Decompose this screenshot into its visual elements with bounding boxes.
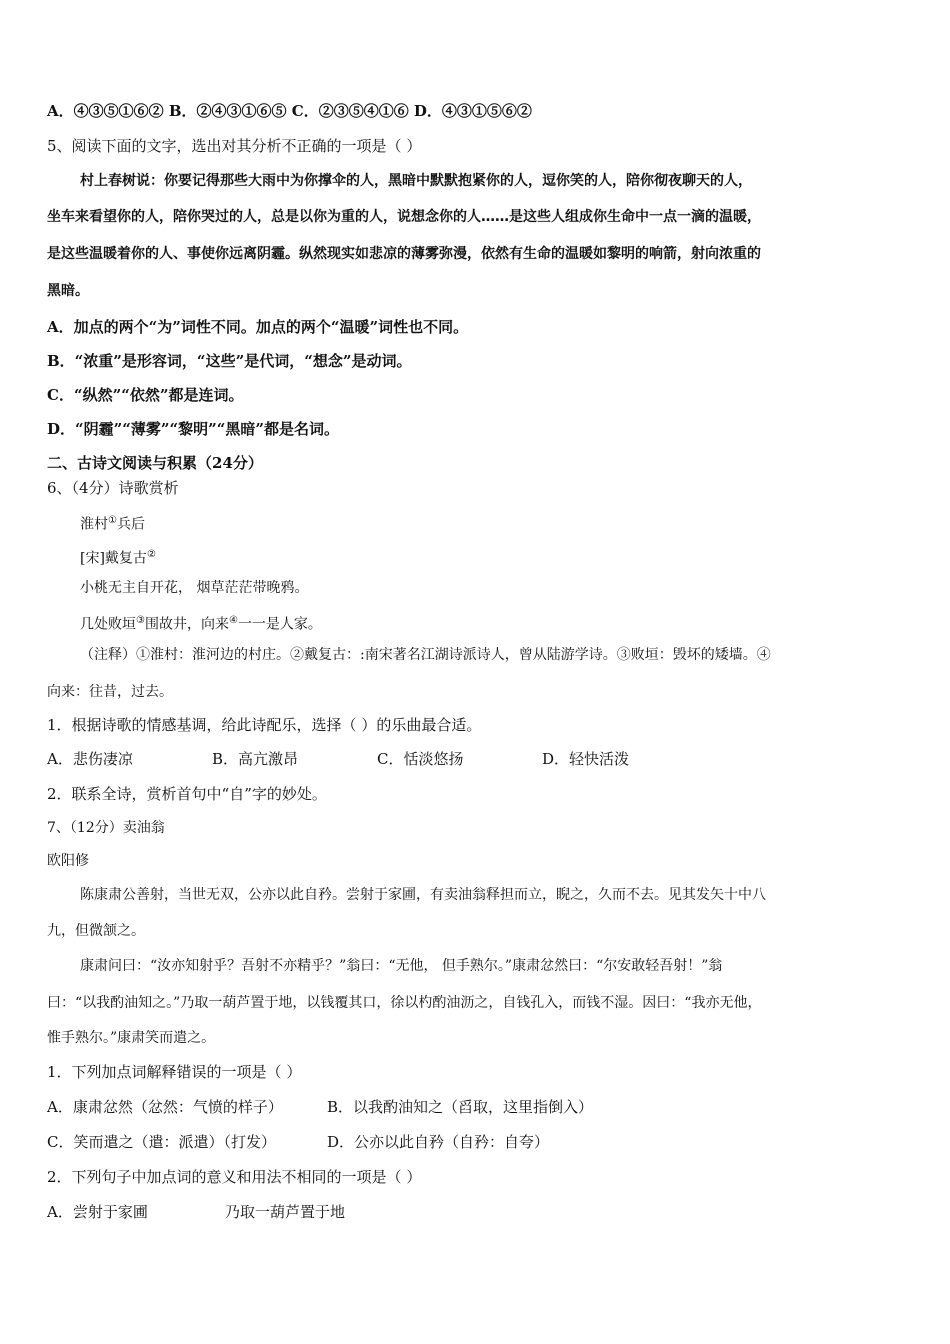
q7-sub-2: 2．下列句子中加点词的意义和用法不相同的一项是（ ）	[47, 1168, 422, 1186]
q6-title: 6、（4分）诗歌赏析	[47, 479, 179, 497]
poem-notes-line-2: 向来：往昔，过去。	[47, 684, 173, 700]
q6-option-b: B．高亢激昂	[212, 750, 299, 768]
q6-sub-1: 1．根据诗歌的情感基调，给此诗配乐，选择（ ）的乐曲最合适。	[47, 716, 482, 734]
q5-option-b: B．“浓重”是形容词，“这些”是代词，“想念”是动词。	[47, 352, 412, 370]
q7-para-1-line-1: 陈康肃公善射，当世无双，公亦以此自矜。尝射于家圃，有卖油翁释担而立，睨之，久而不去。见其发矢十中八	[80, 887, 766, 903]
note-marker: ④	[228, 615, 238, 626]
note-marker: ②	[146, 549, 156, 560]
q5-option-c: C．“纵然”“依然”都是连词。	[47, 386, 244, 404]
q6-option-a: A．悲伤凄凉	[47, 750, 133, 768]
q7-sub-2-option-a	[47, 1202, 345, 1222]
q7-para-2-line-2: 曰：“以我酌油知之。”乃取一葫芦置于地，以钱覆其口，徐以杓酌油沥之，自钱孔入，而钱不湿。因曰：“我亦无他，	[47, 995, 762, 1011]
q7-sub-1: 1．下列加点词解释错误的一项是（ ）	[47, 1063, 302, 1081]
poem-line-2	[80, 611, 322, 635]
poem-title-text: 淮村	[80, 516, 108, 533]
poem-author-text: [宋]戴复古	[80, 550, 147, 567]
q7-option-b: B．以我酌油知之（舀取，这里指倒入）	[327, 1098, 594, 1116]
poem-line-2-part-a: 几处败垣	[80, 616, 136, 633]
q7-sub-2-option-a-part-2: 乃取一葫芦置于地	[225, 1203, 346, 1221]
q7-para-1-line-2: 九，但微颔之。	[47, 923, 145, 939]
q5-passage-line-3: 是这些温暖着你的人、事使你远离阴霾。纵然现实如悲凉的薄雾弥漫，依然有生命的温暖如黎明的响箭，射向浓重的	[47, 246, 761, 262]
q7-author: 欧阳修	[47, 853, 89, 869]
q6-sub-1-options	[47, 749, 629, 769]
q5-passage-line-4: 黑暗。	[47, 283, 89, 299]
q5-title: 5、阅读下面的文字，选出对其分析不正确的一项是（ ）	[47, 137, 422, 155]
poem-line-2-part-c: 一一是人家。	[237, 616, 322, 633]
q6-option-c: C．恬淡悠扬	[377, 750, 464, 768]
poem-title-tail: 兵后	[116, 516, 145, 533]
q7-para-2-line-1: 康肃问曰：“汝亦知射乎？吾射不亦精乎？”翁曰：“无他， 但手熟尔。”康肃忿然曰：“尔安敢轻吾射！”翁	[80, 958, 723, 974]
q7-title: 7、（12分）卖油翁	[47, 820, 165, 836]
poem-notes-line-1: （注释）①淮村：淮河边的村庄。②戴复古：:南宋著名江湖诗派诗人，曾从陆游学诗。③败垣：毁坏的矮墙。④	[80, 647, 771, 663]
note-marker: ①	[108, 515, 117, 526]
section-2-heading: 二、古诗文阅读与积累（24分）	[47, 454, 263, 472]
poem-line-1: 小桃无主自开花， 烟草茫茫带晚鸦。	[80, 580, 309, 596]
q5-option-d: D．“阴霾”“薄雾”“黎明”“黑暗”都是名词。	[47, 420, 340, 438]
q6-sub-2: 2．联系全诗，赏析首句中“自”字的妙处。	[47, 785, 327, 803]
q5-option-a: A．加点的两个“为”词性不同。加点的两个“温暖”词性也不同。	[47, 318, 469, 336]
q6-option-d: D．轻快活泼	[542, 750, 630, 768]
poem-title	[80, 511, 145, 535]
q7-sub-1-options-ab	[47, 1097, 593, 1117]
q5-passage-line-2: 坐车来看望你的人，陪你哭过的人，总是以你为重的人，说想念你的人……是这些人组成你生命中一点一滴的温暖，	[47, 209, 761, 225]
q7-option-a: A．康肃忿然（忿然：气愤的样子）	[47, 1098, 283, 1116]
q7-para-2-line-3: 惟手熟尔。”康肃笑而遣之。	[47, 1030, 216, 1046]
poem-line-2-part-b: 围故井，向来	[144, 616, 229, 633]
note-marker: ③	[136, 615, 145, 626]
q7-sub-2-option-a-part-1: A．尝射于家圃	[47, 1203, 148, 1221]
q4-options: A．④③⑤①⑥② B．②④③①⑥⑤ C．②③⑤④①⑥ D．④③①⑤⑥②	[47, 102, 532, 120]
q7-option-d: D．公亦以此自矜（自矜：自夸）	[327, 1133, 550, 1151]
q5-passage-line-1: 村上春树说：你要记得那些大雨中为你撑伞的人，黑暗中默默抱紧你的人，逗你笑的人，陪你彻夜聊天的人，	[80, 173, 752, 189]
poem-author	[80, 545, 156, 569]
q7-sub-1-options-cd	[47, 1132, 549, 1152]
q7-option-c: C．笑而遣之（遣：派遣）（打发）	[47, 1133, 276, 1151]
